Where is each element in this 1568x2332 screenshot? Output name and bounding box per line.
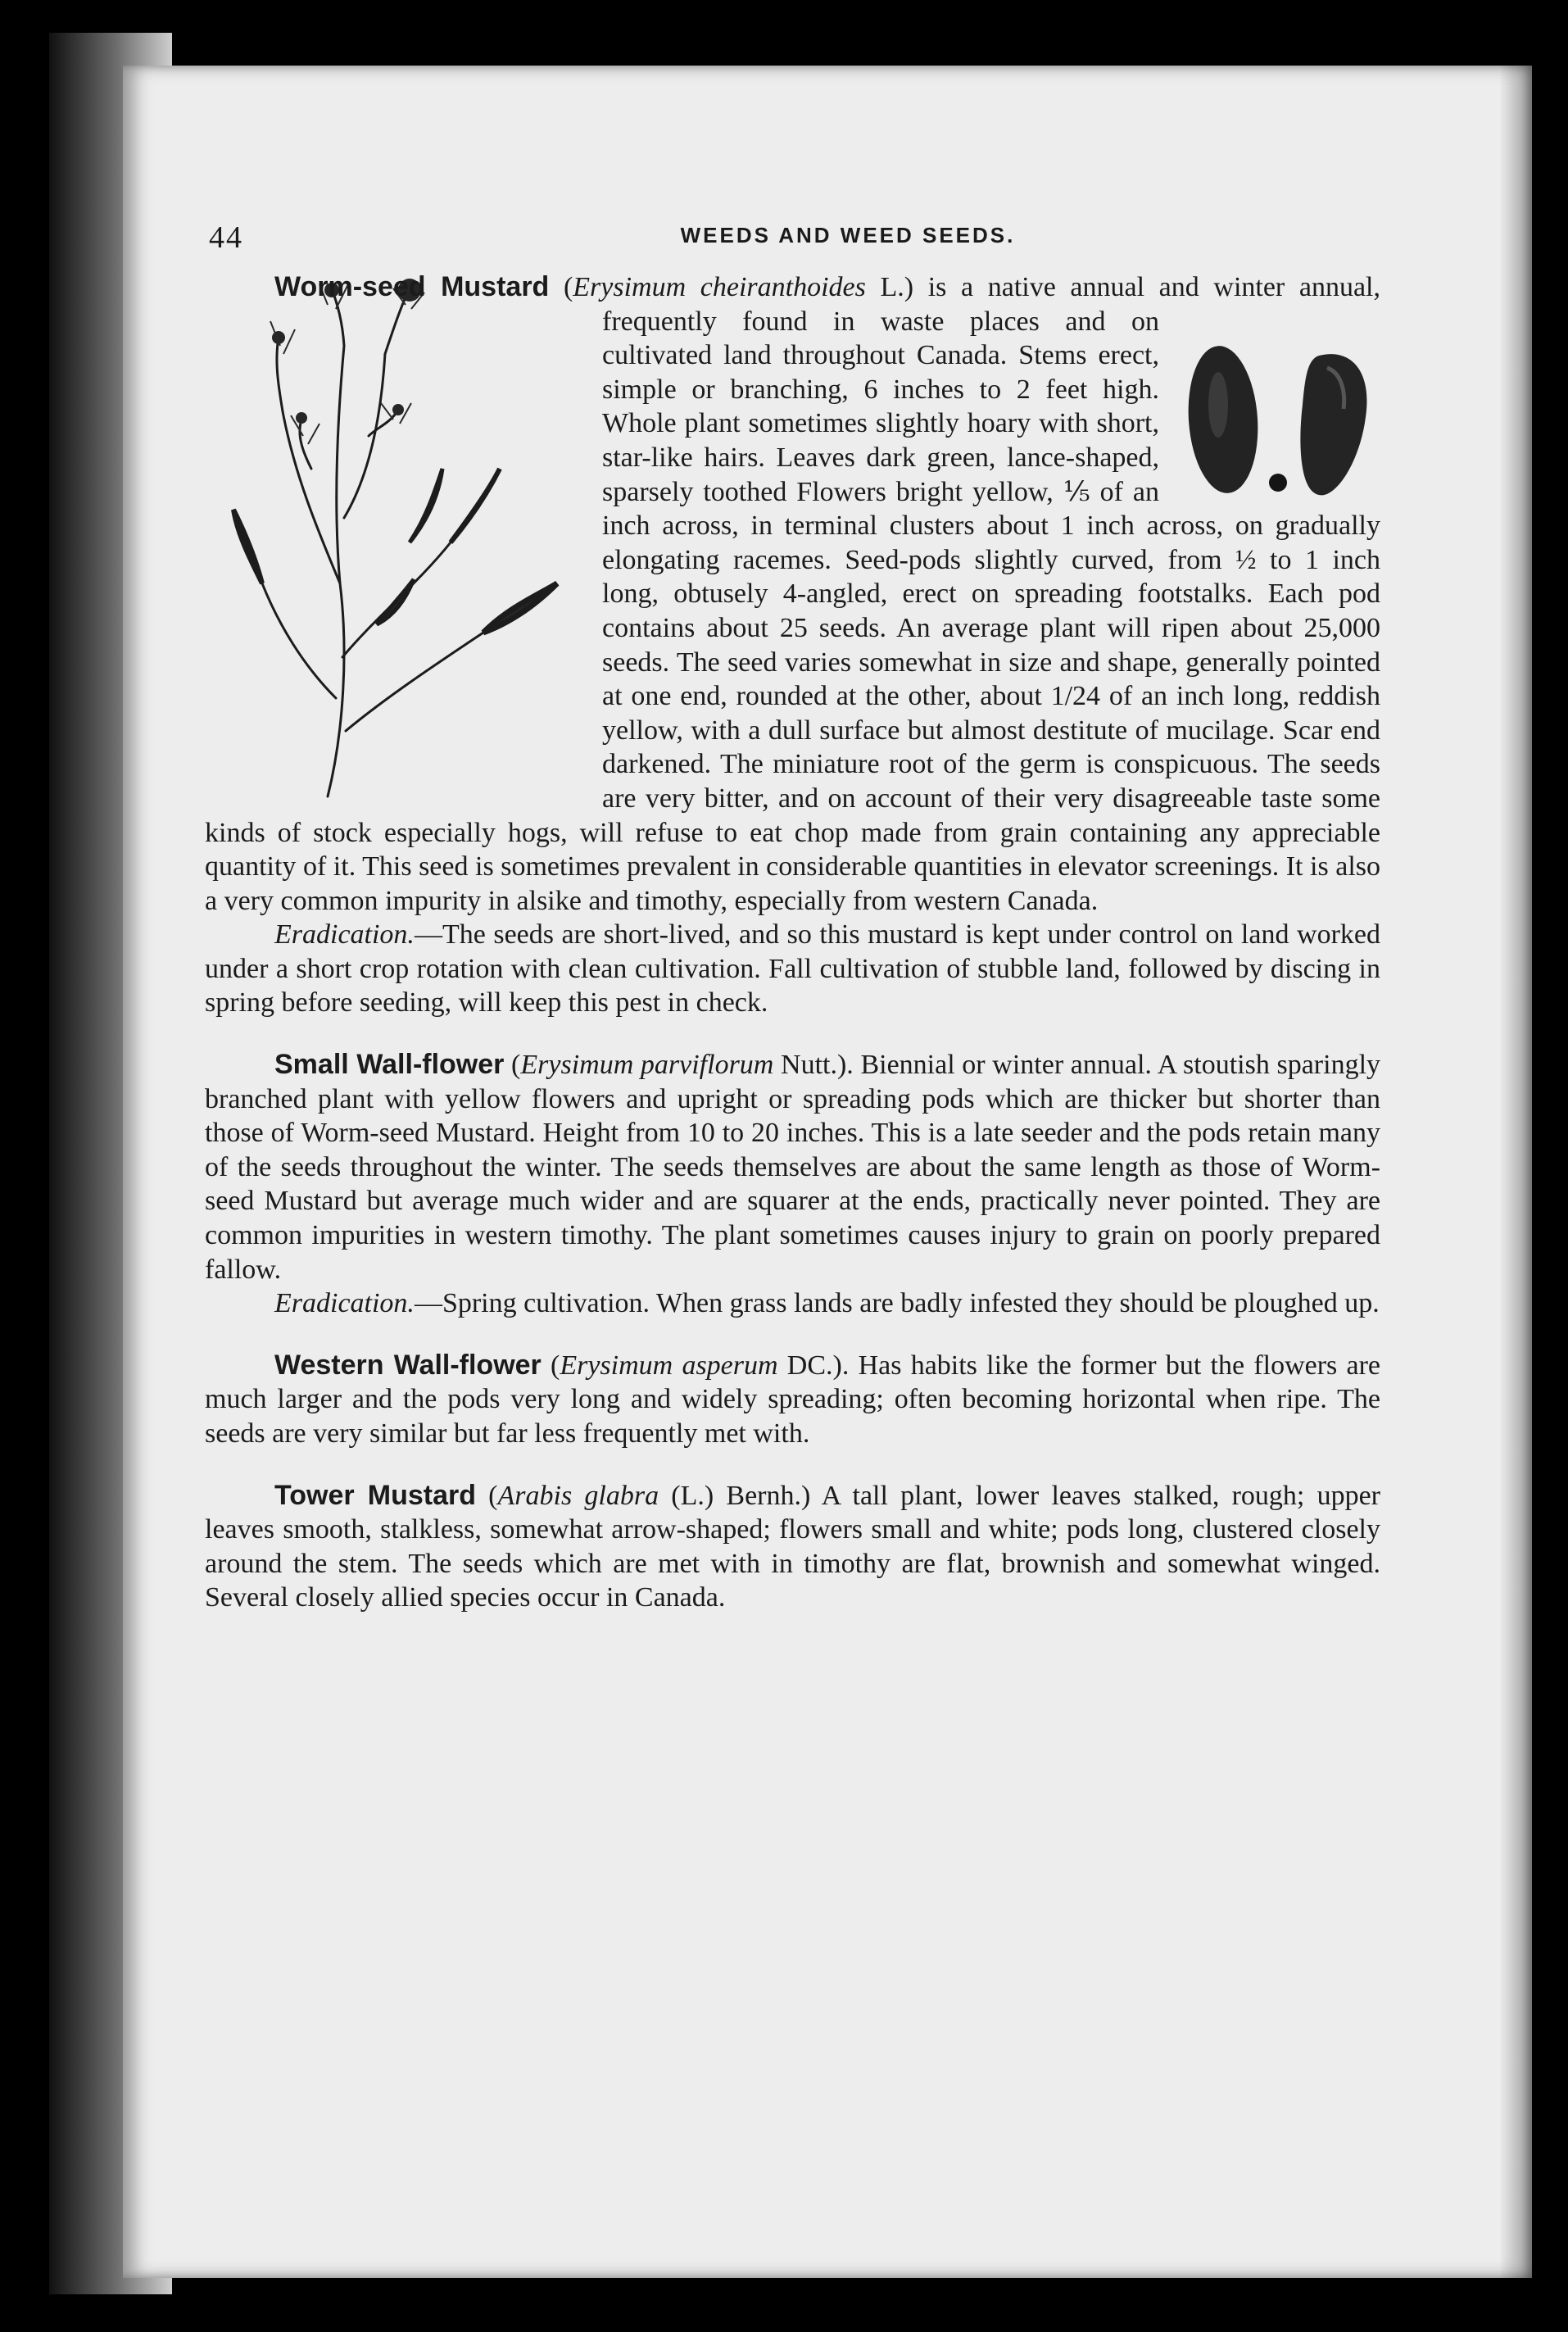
eradication-paragraph (205, 1286, 1380, 1321)
entry-paragraph: Small Wall-flower (Erysimum parviflorum Nutt.). Biennial or winter annual. A stoutish sparingly branched plant with yellow flowers and upright or spreading pods which are thicker but shorter than those of Worm-seed Mustard. Height from 10 to 20 inches. This is a late seeder and the pods retain many of the seeds throughout the winter. The seeds themselves are about the same length as those of Worm-seed Mustard but average much wider and are squarer at the ends, practically never pointed. They are common impurities in western timothy. The plant sometimes causes injury to grain on poorly prepared fallow. (205, 1049, 1381, 1285)
eradication-label: Eradication. (274, 919, 415, 950)
entry-western-wall-flower (205, 1349, 1380, 1451)
latin-name: Erysimum asperum (560, 1350, 778, 1381)
entry-tower-mustard (205, 1479, 1380, 1615)
eradication-label: Eradication. (274, 1288, 415, 1319)
entry-paragraph: Tower Mustard (Arabis glabra (L.) Bernh.) A tall plant, lower leaves stalked, rough; upper leaves smooth, stalkless, somewhat arrow-shaped; flowers small and white; pods long, clustered closely around the stem. The seeds which are met with in timothy are flat, brownish and somewhat winged. Several closely allied species occur in Canada. (205, 1479, 1380, 1613)
plant-illustration (205, 272, 586, 803)
entry-description: A tall plant, lower leaves stalked, rough; upper leaves smooth, stalkless, somewhat arrow-shaped; flowers small and white; pods long, clustered closely around the stem. The seeds which are met with in timothy are flat, brownish and somewhat winged. Several closely allied species occur in Canada. (205, 1480, 1380, 1613)
entry-title: Tower Mustard (274, 1479, 476, 1511)
page-body (205, 270, 1380, 1643)
authority: (L.) Bernh.) (671, 1480, 811, 1511)
running-head: WEEDS AND WEED SEEDS. (680, 223, 1016, 247)
authority: DC.). (786, 1350, 850, 1381)
authority: L. (880, 272, 904, 302)
entry-description: Biennial or winter annual. A stoutish sparingly branched plant with yellow flowers and upright or spreading pods which are thicker but shorter than those of Worm-seed Mustard. Height from 10 to 20 inches. This is a late seeder and the pods retain many of the seeds throughout the winter. The seeds themselves are about the same length as those of Worm-seed Mustard but average much wider and are squarer at the ends, practically never pointed. They are common impurities in western timothy. The plant sometimes causes injury to grain on poorly prepared fallow. (205, 1050, 1381, 1285)
entry-paragraph: Worm-seed Mustard (Erysimum cheiranthoides L.) is a native annual and winter annual, frequently found in waste places and on cultivated land throughout Canada. Stems erect, simple or branching, 6 inches to 2 feet high. Whole plant sometimes slightly hoary with short, star-like hairs. Leaves dark green, lance-shaped, sparsely toothed Flowers bright yellow, ⅕ of an inch across, in terminal clusters about 1 inch across, on gradually elongating racemes. Seed-pods slightly curved, from ½ to 1 inch long, obtusely 4-angled, erect on spreading footstalks. Each pod contains about 25 seeds. An average plant will ripen about 25,000 seeds. The seed varies somewhat in size and shape, generally pointed at one end, rounded at the other, about 1/24 of an inch long, reddish yellow, with a dull surface but almost destitute of mucilage. Scar end darkened. The miniature root of the germ is conspicuous. The seeds are very bitter, and on account of their very disagreeable taste some kinds of stock especially hogs, will refuse to eat chop made from grain containing any appreciable quantity of it. This seed is sometimes prevalent in considerable quantities in elevator screenings. It is also a very common impurity in alsike and timothy, especially from western Canada. (205, 271, 1380, 916)
entry-title: Worm-seed Mustard (274, 271, 550, 302)
eradication-text: —The seeds are short-lived, and so this mustard is kept under control on land worked under a short crop rotation with clean cultivation. Fall cultivation of stubble land, followed by discing in spring before seeding, will keep this pest in check. (205, 919, 1380, 1019)
seed-illustration (1176, 339, 1380, 503)
page-number: 44 (209, 220, 243, 255)
entry-worm-seed-mustard (205, 270, 1380, 1020)
latin-name: Erysimum cheiranthoides (573, 272, 866, 302)
eradication-paragraph (205, 918, 1380, 1020)
entry-paragraph: Western Wall-flower (Erysimum asperum DC.). Has habits like the former but the flowers are much larger and the pods very long and widely spreading; often becoming horizontal when ripe. The seeds are very similar but far less frequently met with. (205, 1349, 1380, 1449)
page-edge-shadow (1499, 66, 1532, 2278)
entry-description: Has habits like the former but the flowers are much larger and the pods very long and widely spreading; often becoming horizontal when ripe. The seeds are very similar but far less frequently met with. (205, 1350, 1380, 1449)
latin-name: Erysimum parviflorum (520, 1050, 774, 1081)
entry-title: Small Wall-flower (274, 1049, 505, 1081)
eradication-text: —Spring cultivation. When grass lands are badly infested they should be ploughed up. (414, 1288, 1380, 1319)
entry-description: is a native annual and winter annual, frequently found in waste places and on cultivated land throughout Canada. Stems erect, simple or branching, 6 inches to 2 feet high. Whole plant sometimes slightly hoary with short, star-like hairs. Leaves dark green, lance-shaped, sparsely toothed Flowers bright yellow, ⅕ of an inch across, in terminal clusters about 1 inch across, on gradually elongating racemes. Seed-pods slightly curved, from ½ to 1 inch long, obtusely 4-angled, erect on spreading footstalks. Each pod contains about 25 seeds. An average plant will ripen about 25,000 seeds. The seed varies somewhat in size and shape, generally pointed at one end, rounded at the other, about 1/24 of an inch long, reddish yellow, with a dull surface but almost destitute of mucilage. Scar end darkened. The miniature root of the germ is conspicuous. The seeds are very bitter, and on account of their very disagreeable taste some kinds of stock especially hogs, will refuse to eat chop made from grain containing any appreciable quantity of it. This seed is sometimes prevalent in considerable quantities in elevator screenings. It is also a very common impurity in alsike and timothy, especially from western Canada. (205, 272, 1380, 916)
entry-title: Western Wall-flower (274, 1349, 542, 1381)
authority: Nutt.). (781, 1050, 854, 1081)
entry-small-wall-flower (205, 1048, 1380, 1321)
book-page (123, 66, 1532, 2278)
latin-name: Arabis glabra (497, 1480, 659, 1511)
page-header (209, 220, 1487, 261)
